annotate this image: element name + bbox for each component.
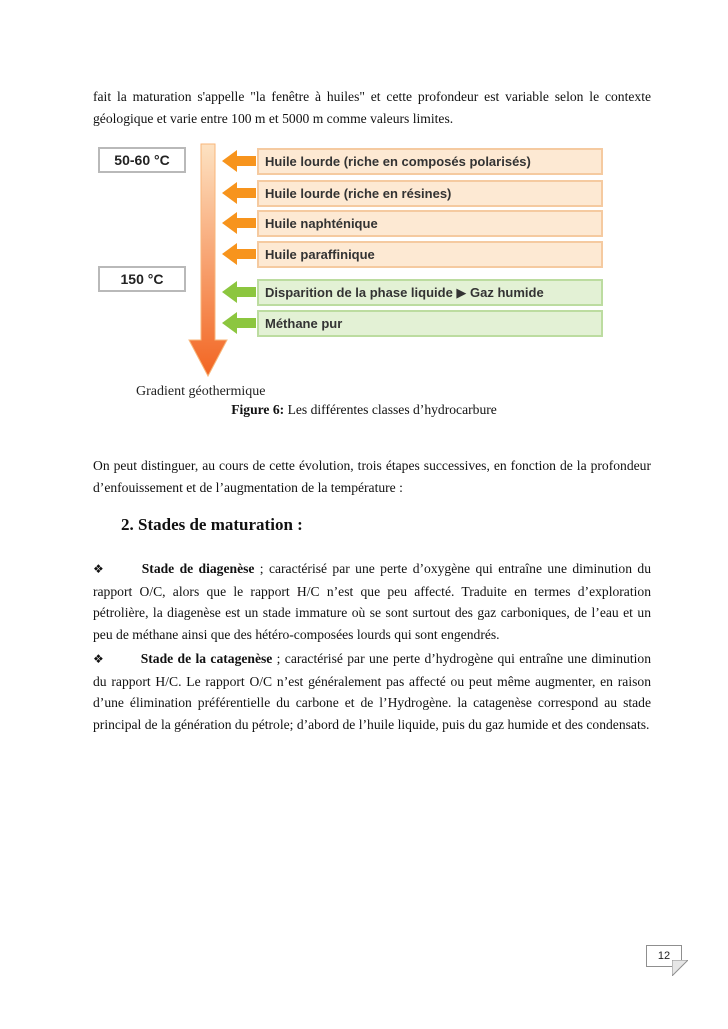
diamond-bullet-icon: ❖	[93, 652, 105, 666]
row-paraffinic-oil: Huile paraffinique	[257, 241, 603, 268]
arrow-icon-row-3	[222, 212, 256, 234]
temperature-label-bottom: 150 °C	[98, 266, 186, 292]
page-number: 12	[646, 945, 682, 967]
diamond-bullet-icon: ❖	[93, 562, 106, 576]
arrow-icon-row-6	[222, 312, 256, 334]
catagenesis-paragraph	[93, 648, 651, 735]
arrow-icon-row-5	[222, 281, 256, 303]
diagenesis-paragraph	[93, 558, 651, 645]
catagenesis-title: Stade de la catagenèse	[140, 651, 273, 666]
row-naphthenic-oil: Huile naphténique	[257, 210, 603, 237]
diagenesis-text: ; caractérisé par une perte d’oxygène qui entraîne une diminution du rapport O/C, alors que le rapport H/C n’est que peu affecté. Traduite en termes d’exploration pétrolière, la diagenèse est un stade immature où se sont surtout des gaz carboniques, de l’eau et un peu de méthane ainsi que des hétéro-composées lourds qui sont engendrés.	[93, 561, 651, 642]
intro-paragraph: fait la maturation s'appelle "la fenêtre à huiles" et cette profondeur est variable selon le contexte géologique et varie entre 100 m et 5000 m comme valeurs limites.	[93, 89, 651, 126]
caption-label: Figure 6:	[231, 402, 285, 417]
section-heading: 2. Stades de maturation :	[121, 515, 303, 534]
evolution-paragraph: On peut distinguer, au cours de cette évolution, trois étapes successives, en fonction de la profondeur d’enfouissement et de l’augmentation de la température :	[93, 458, 651, 495]
geothermal-gradient-arrow	[189, 144, 227, 376]
page-fold-icon	[672, 960, 688, 976]
row-liquid-disappearance: Disparition de la phase liquide ▶ Gaz humide	[257, 279, 603, 306]
diagenesis-title: Stade de diagenèse	[141, 561, 255, 576]
arrow-icon-row-4	[222, 243, 256, 265]
row-pure-methane: Méthane pur	[257, 310, 603, 337]
caption-text: Les différentes classes d’hydrocarbure	[284, 402, 497, 417]
row-heavy-oil-resins: Huile lourde (riche en résines)	[257, 180, 603, 207]
temperature-label-top: 50-60 °C	[98, 147, 186, 173]
gradient-label: Gradient géothermique	[136, 384, 266, 399]
row-heavy-oil-polar: Huile lourde (riche en composés polarisés)	[257, 148, 603, 175]
hydrocarbon-classes-figure	[93, 140, 613, 402]
arrow-icon-row-2	[222, 182, 256, 204]
figure-caption	[0, 402, 728, 418]
arrow-icon-row-1	[222, 150, 256, 172]
catagenesis-text: ; caractérisé par une perte d’hydrogène qui entraîne une diminution du rapport H/C. Le rapport O/C n’est généralement pas affecté ou peut même augmenter, en raison d’une élimination préférentielle du carbone et de l’Hydrogène. la catagenèse correspond au stade principal de la génération du pétrole; d’abord de l’huile liquide, puis du gaz humide et des condensats.	[93, 651, 651, 732]
